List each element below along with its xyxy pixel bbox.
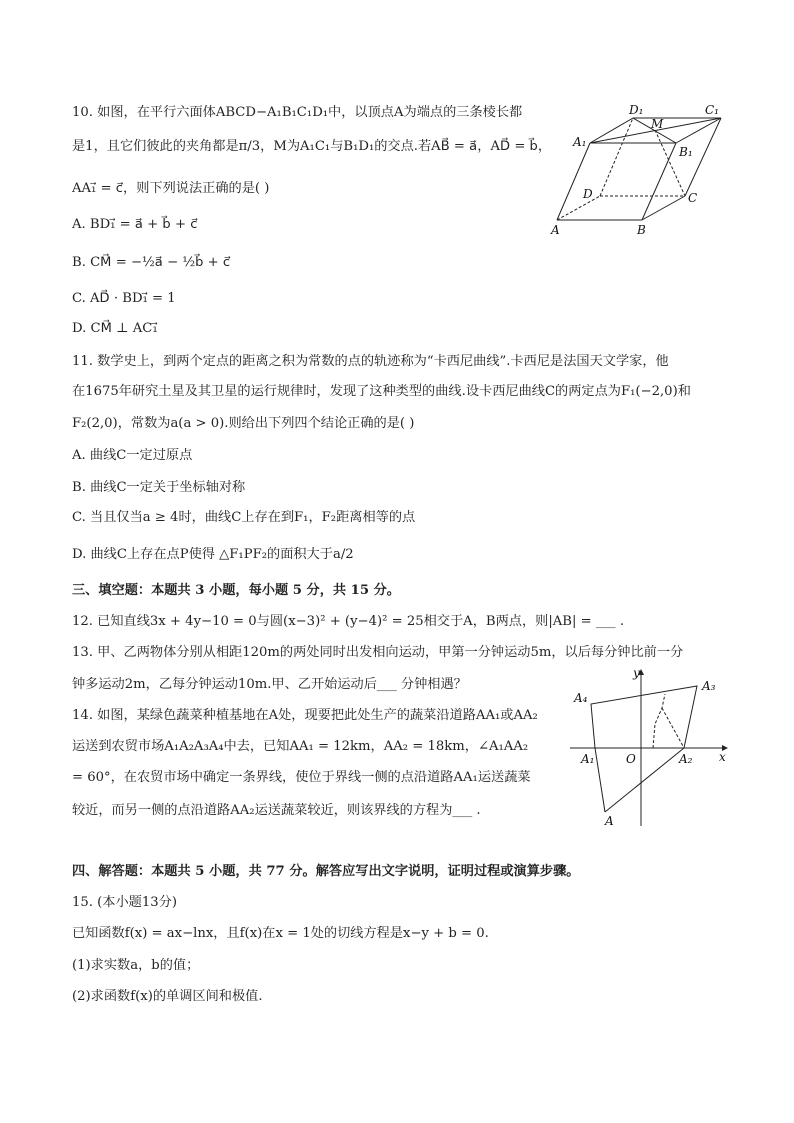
label-a-point: A [605, 814, 614, 828]
label-b: B [637, 223, 646, 237]
q11-option-d: D. 曲线C上存在点P使得 △F₁PF₂的面积大于a/2 [72, 547, 354, 562]
q10-option-b: B. CM⃗ = −½a⃗ − ½b⃗ + c⃗ [72, 255, 231, 270]
q10-line-2: 是1，且它们彼此的夹角都是π/3，M为A₁C₁与B₁D₁的交点.若AB⃗ = a⃗，AD⃗ = b⃗， [72, 139, 552, 154]
q11-line-2: 在1675年研究土星及其卫星的运行规律时，发现了这种类型的曲线.设卡西尼曲线C的两定点为F₁(−2,0)和 [72, 384, 691, 399]
q11-option-b: B. 曲线C一定关于坐标轴对称 [72, 480, 246, 495]
q10-option-a: A. BD₁⃗ = a⃗ + b⃗ + c⃗ [72, 217, 198, 232]
q13-line-1: 13. 甲、乙两物体分别从相距120m的两处同时出发相向运动，甲第一分钟运动5m，以后每分钟比前一分 [72, 645, 684, 660]
label-m: M [651, 117, 664, 131]
q15-title: 15. (本小题13分) [72, 895, 177, 910]
section-4-heading: 四、解答题：本题共 5 小题，共 77 分。解答应写出文字说明，证明过程或演算步骤。 [72, 864, 580, 879]
label-d: D [583, 187, 593, 201]
label-a: A [551, 223, 560, 237]
q10-line-3: AA₁⃗ = c⃗，则下列说法正确的是( ) [72, 181, 270, 196]
q14-line-1: 14. 如图，某绿色蔬菜种植基地在A处，现要把此处生产的蔬菜沿道路AA₁或AA₂ [72, 708, 538, 723]
label-b1: B₁ [679, 145, 693, 159]
section-3-heading: 三、填空题：本题共 3 小题，每小题 5 分，共 15 分。 [72, 583, 400, 598]
label-c: C [688, 191, 698, 205]
q10-line-1: 10. 如图，在平行六面体ABCD−A₁B₁C₁D₁中，以顶点A为端点的三条棱长都 [72, 105, 523, 120]
label-c1: C₁ [705, 103, 719, 117]
label-origin: O [626, 752, 636, 766]
label-d1: D₁ [629, 103, 644, 117]
label-y-axis: y [633, 666, 640, 680]
q10-option-d: D. CM⃗ ⊥ AC₁⃗ [72, 321, 158, 336]
label-a1-coord: A₁ [581, 752, 595, 766]
q11-line-3: F₂(2,0)，常数为a(a > 0).则给出下列四个结论正确的是( ) [72, 416, 415, 431]
q15-line-1: 已知函数f(x) = ax−lnx，且f(x)在x = 1处的切线方程是x−y + b = 0. [72, 926, 489, 941]
q14-line-2: 运送到农贸市场A₁A₂A₃A₄中去，已知AA₁ = 12km，AA₂ = 18km，∠A₁AA₂ [72, 739, 529, 754]
q13-line-2: 钟多运动2m，乙每分钟运动10m.甲、乙开始运动后___ 分钟相遇？ [72, 677, 467, 692]
label-x-axis: x [719, 750, 726, 764]
label-a4: A₄ [574, 691, 588, 705]
label-a1: A₁ [573, 135, 587, 149]
market-coordinate-figure [565, 664, 735, 830]
q14-line-3: = 60°，在农贸市场中确定一条界线，使位于界线一侧的点沿道路AA₁运送蔬菜 [72, 770, 531, 785]
q15-part-1: (1)求实数a，b的值； [72, 958, 200, 973]
q15-part-2: (2)求函数f(x)的单调区间和极值. [72, 989, 263, 1004]
parallelepiped-figure [545, 98, 735, 240]
q12-text: 12. 已知直线3x + 4y−10 = 0与圆(x−3)² + (y−4)² = 25相交于A，B两点，则|AB| = ___ . [72, 614, 625, 629]
label-a3: A₃ [702, 679, 716, 693]
q14-line-4: 较近，而另一侧的点沿道路AA₂运送蔬菜较近，则该界线的方程为___ . [72, 803, 481, 818]
q11-option-a: A. 曲线C一定过原点 [72, 448, 193, 463]
q11-line-1: 11. 数学史上，到两个定点的距离之积为常数的点的轨迹称为“卡西尼曲线”.卡西尼是法国天文学家，他 [72, 354, 669, 369]
label-a2: A₂ [679, 752, 693, 766]
q11-option-c: C. 当且仅当a ≥ 4时，曲线C上存在到F₁，F₂距离相等的点 [72, 510, 416, 525]
q10-option-c: C. AD⃗ · BD₁⃗ = 1 [72, 291, 176, 306]
